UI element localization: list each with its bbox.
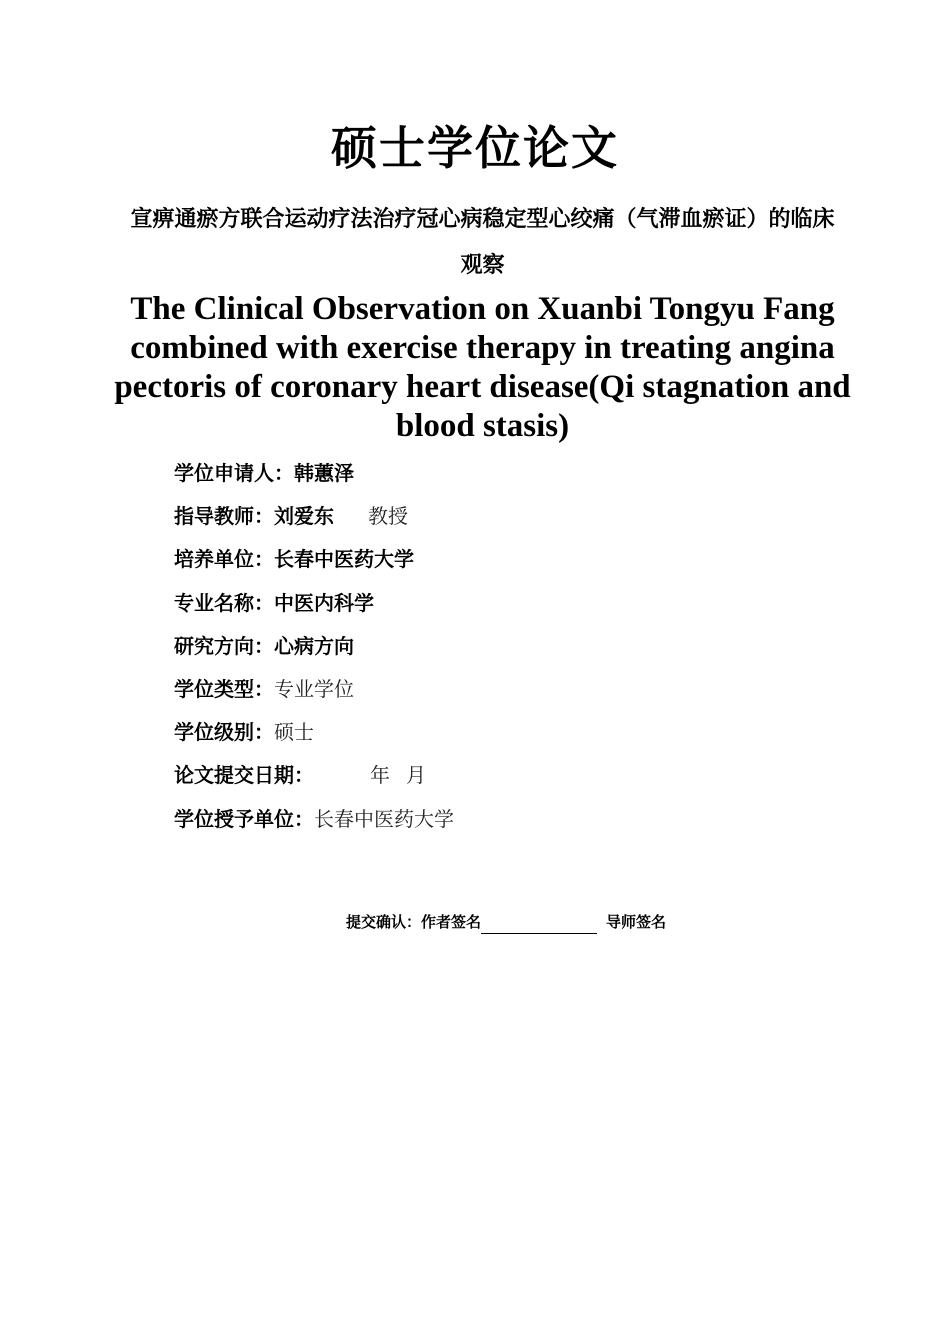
advisor-value: 刘爱东 xyxy=(274,504,334,529)
submission-date-month: 月 xyxy=(406,763,426,788)
degree-level-value: 硕士 xyxy=(274,720,314,745)
direction-value: 心病方向 xyxy=(274,633,354,658)
degree-type-value: 专业学位 xyxy=(274,676,354,701)
author-signature-line xyxy=(481,916,597,934)
major-label: 专业名称： xyxy=(174,590,274,615)
applicant-value: 韩蕙泽 xyxy=(294,461,354,485)
direction-label: 研究方向： xyxy=(174,633,274,658)
info-row-unit xyxy=(174,538,454,581)
advisor-signature-label: 导师签名 xyxy=(606,913,667,931)
degree-level-label: 学位级别： xyxy=(174,720,274,745)
advisor-label: 指导教师： xyxy=(174,504,274,529)
grantor-label: 学位授予单位： xyxy=(174,806,314,831)
advisor-title: 教授 xyxy=(368,504,408,529)
author-signature-label: 提交确认：作者签名 xyxy=(346,913,482,931)
info-row-major xyxy=(174,582,454,625)
submission-date-year: 年 xyxy=(370,763,390,788)
info-row-advisor xyxy=(174,495,454,538)
info-row-applicant xyxy=(174,452,454,495)
degree-type-label: 学位类型： xyxy=(174,676,274,701)
info-row-degree-type xyxy=(174,668,454,711)
applicant-label: 学位申请人： xyxy=(174,461,294,485)
info-row-degree-level xyxy=(174,711,454,754)
submission-confirmation xyxy=(346,910,666,934)
unit-label: 培养单位： xyxy=(174,547,274,572)
info-row-direction xyxy=(174,625,454,668)
unit-value: 长春中医药大学 xyxy=(274,547,414,572)
info-row-grantor xyxy=(174,798,454,841)
english-thesis-title: The Clinical Observation on Xuanbi Tongyu Fang combined with exercise therapy in treating angina pectoris of coronary heart disease(Qi stagnation and blood stasis) xyxy=(114,291,851,444)
chinese-thesis-title: 宣痹通瘀方联合运动疗法治疗冠心病稳定型心绞痛（气滞血瘀证）的临床观察 xyxy=(130,207,835,278)
info-row-submission-date xyxy=(174,754,454,797)
main-title: 硕士学位论文 xyxy=(331,121,619,175)
grantor-value: 长春中医药大学 xyxy=(314,806,454,831)
submission-date-label: 论文提交日期： xyxy=(174,763,314,788)
major-value: 中医内科学 xyxy=(274,590,374,615)
thesis-info-list xyxy=(174,452,454,841)
